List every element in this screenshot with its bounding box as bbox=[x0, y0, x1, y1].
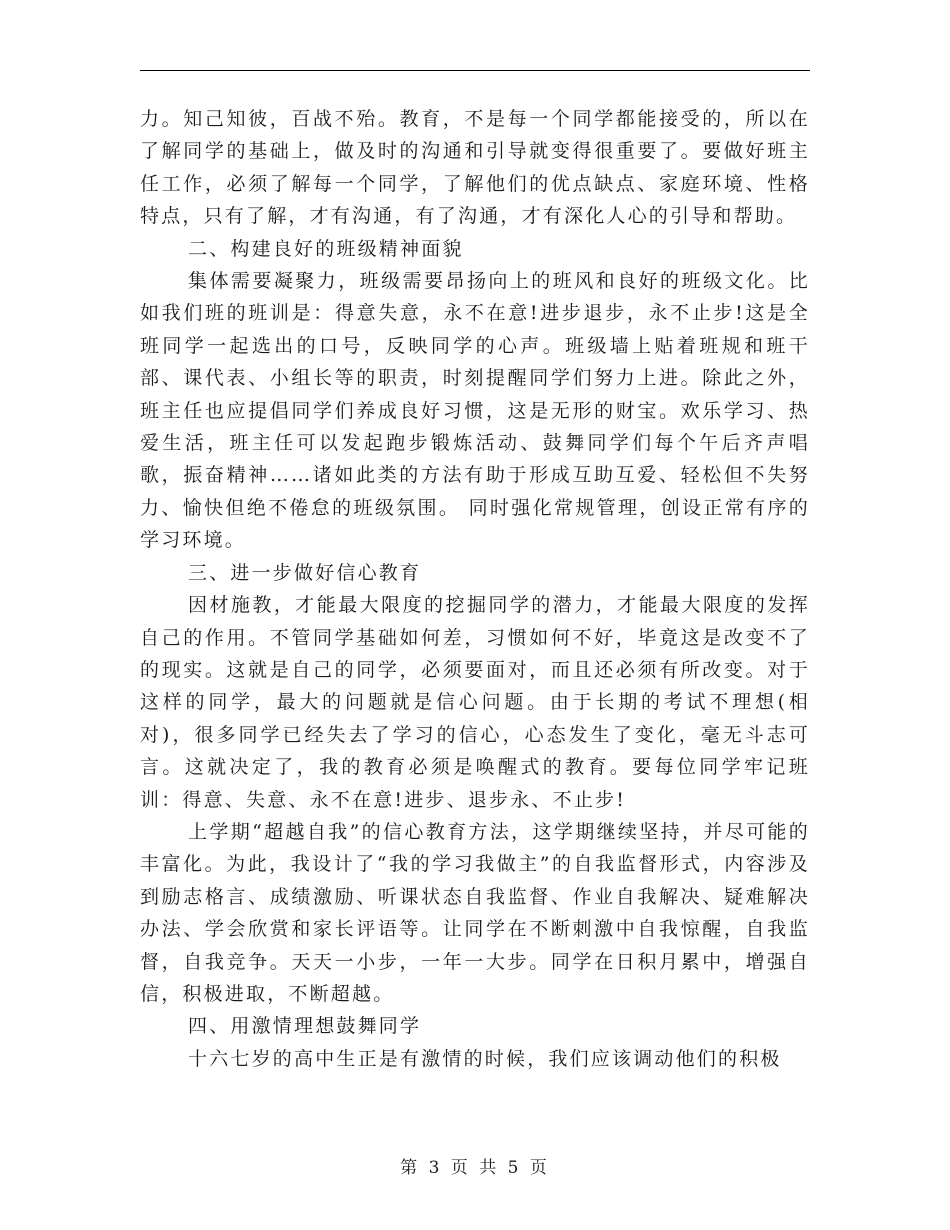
document-body bbox=[140, 103, 810, 1075]
header-rule bbox=[140, 70, 810, 71]
section-heading-2: 二、构建良好的班级精神面貌 bbox=[188, 237, 464, 260]
paragraph-confidence-education: 因材施教，才能最大限度的挖掘同学的潜力，才能最大限度的发挥自己的作用。不管同学基础如何差，习惯如何不好，毕竟这是改变不了的现实。这就是自己的同学，必须要面对，而且还必须有所改变。对于这样的同学，最大的问题就是信心问题。由于长期的考试不理想(相对)，很多同学已经失去了学习的信心，心态发生了变化，毫无斗志可言。这就决定了，我的教育必须是唤醒式的教育。要每位同学牢记班训：得意、失意、永不在意!进步、退步永、不止步! bbox=[140, 594, 810, 811]
page-footer: 第 3 页 共 5 页 bbox=[400, 1158, 550, 1178]
paragraph-class-spirit: 集体需要凝聚力，班级需要昂扬向上的班风和良好的班级文化。比如我们班的班训是：得意失意，永不在意!进步退步，永不止步!这是全班同学一起选出的口号，反映同学的心声。班级墙上贴着班规和班干部、课代表、小组长等的职责，时刻提醒同学们努力上进。除此之外，班主任也应提倡同学们养成良好习惯，这是无形的财宝。欢乐学习、热爱生活，班主任可以发起跑步锻炼活动、鼓舞同学们每个午后齐声唱歌，振奋精神……诸如此类的方法有助于形成互助互爱、轻松但不失努力、愉快但绝不倦怠的班级氛围。 同时强化常规管理，创设正常有序的学习环境。 bbox=[140, 270, 810, 552]
section-heading-4: 四、用激情理想鼓舞同学 bbox=[188, 1015, 422, 1038]
paragraph-self-surpass: 上学期“超越自我”的信心教育方法，这学期继续坚持，并尽可能的丰富化。为此，我设计了“我的学习我做主”的自我监督形式，内容涉及到励志格言、成绩激励、听课状态自我监督、作业自我解决、疑难解决办法、学会欣赏和家长评语等。让同学在不断刺激中自我惊醒，自我监督，自我竞争。天天一小步，一年一大步。同学在日积月累中，增强自信，积极进取，不断超越。 bbox=[140, 820, 810, 1005]
paragraph-continuation: 力。知己知彼，百战不殆。教育，不是每一个同学都能接受的，所以在了解同学的基础上，做及时的沟通和引导就变得很重要了。要做好班主任工作，必须了解每一个同学，了解他们的优点缺点、家庭环境、性格特点，只有了解，才有沟通，有了沟通，才有深化人心的引导和帮助。 bbox=[140, 108, 810, 228]
section-heading-3: 三、进一步做好信心教育 bbox=[188, 561, 422, 584]
paragraph-passion: 十六七岁的高中生正是有激情的时候，我们应该调动他们的积极 bbox=[188, 1047, 782, 1070]
